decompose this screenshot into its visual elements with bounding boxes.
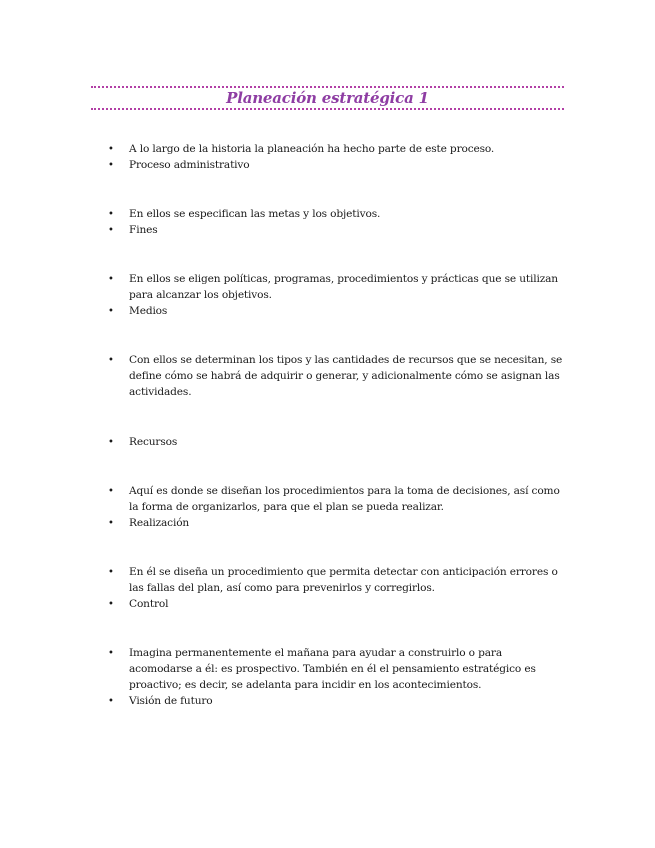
bullet-icon: • [108,599,114,610]
list-item-text: Con ellos se determinan los tipos y las cantidades de recursos que se necesitan, se define cómo se habrá de adquirir o generar, y adicionalmente cómo se asignan las actividades. [129,354,563,398]
title-bottom-divider [91,108,564,110]
bullet-icon: • [108,274,114,285]
bullet-icon: • [108,209,114,220]
list-item-text: Control [129,598,169,610]
bullet-icon: • [108,696,114,707]
list-item-text: Aquí es donde se diseñan los procedimientos para la toma de decisiones, así como la forma de organizarlos, para que el plan se pueda realizar. [129,485,560,513]
list-item-text: Recursos [129,436,178,448]
title-top-divider [91,86,564,88]
bullet-icon: • [108,225,114,236]
list-item-text: Realización [129,517,190,529]
list-item-text: Visión de futuro [129,695,213,707]
bullet-icon: • [108,160,114,171]
list-item-text: Proceso administrativo [129,159,250,171]
list-item-text: Fines [129,224,158,236]
bullet-icon: • [108,355,114,366]
bullet-icon: • [108,486,114,497]
page-title: Planeación estratégica 1 [226,89,429,107]
bullet-icon: • [108,144,114,155]
title-block [91,86,564,112]
list-item-text: A lo largo de la historia la planeación ha hecho parte de este proceso. [129,143,495,155]
bullet-icon: • [108,437,114,448]
list-item-text: En ellos se eligen políticas, programas, procedimientos y prácticas que se utilizan para alcanzar los objetivos. [129,273,558,301]
list-item-text: Imagina permanentemente el mañana para ayudar a construirlo o para acomodarse a él: es prospectivo. También en él el pensamiento estratégico es proactivo; es decir, se adelanta para incidir en los acontecimientos. [129,647,536,691]
bullet-icon: • [108,306,114,317]
list-item-text: En él se diseña un procedimiento que permita detectar con anticipación errores o las fallas del plan, así como para prevenirlos y corregirlos. [129,566,558,594]
list-item-text: En ellos se especifican las metas y los objetivos. [129,208,381,220]
list-item-text: Medios [129,305,168,317]
bullet-icon: • [108,648,114,659]
bullet-icon: • [108,567,114,578]
bullet-icon: • [108,518,114,529]
